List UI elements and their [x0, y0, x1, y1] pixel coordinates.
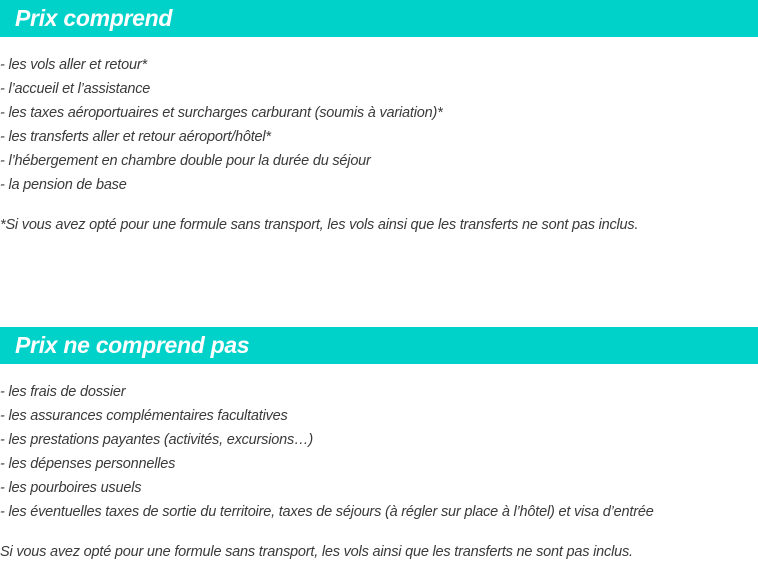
list-item: - les frais de dossier — [0, 384, 126, 400]
included-footnote: *Si vous avez opté pour une formule sans transport, les vols ainsi que les transferts ne sont pas inclus. — [0, 217, 639, 233]
list-item: - les prestations payantes (activités, excursions…) — [0, 432, 313, 448]
list-item: - l’accueil et l’assistance — [0, 81, 151, 97]
list-item: - les vols aller et retour* — [0, 57, 147, 73]
list-item: - les taxes aéroportuaires et surcharges carburant (soumis à variation)* — [0, 105, 443, 121]
list-item: - les dépenses personnelles — [0, 456, 176, 472]
list-item: - les transferts aller et retour aéroport/hôtel* — [0, 129, 271, 145]
not-included-list — [0, 380, 654, 524]
section-header-not-included — [0, 327, 758, 364]
list-item: - les éventuelles taxes de sortie du territoire, taxes de séjours (à régler sur place à l’hôtel) et visa d’entrée — [0, 504, 654, 520]
list-item: - les assurances complémentaires facultatives — [0, 408, 288, 424]
included-list — [0, 53, 443, 197]
section-header-included — [0, 0, 758, 37]
section-title-included: Prix comprend — [15, 5, 173, 31]
section-title-not-included: Prix ne comprend pas — [15, 332, 250, 358]
not-included-footnote: Si vous avez opté pour une formule sans transport, les vols ainsi que les transferts ne sont pas inclus. — [0, 544, 633, 560]
list-item: - la pension de base — [0, 177, 127, 193]
list-item: - l’hébergement en chambre double pour la durée du séjour — [0, 153, 371, 169]
list-item: - les pourboires usuels — [0, 480, 142, 496]
